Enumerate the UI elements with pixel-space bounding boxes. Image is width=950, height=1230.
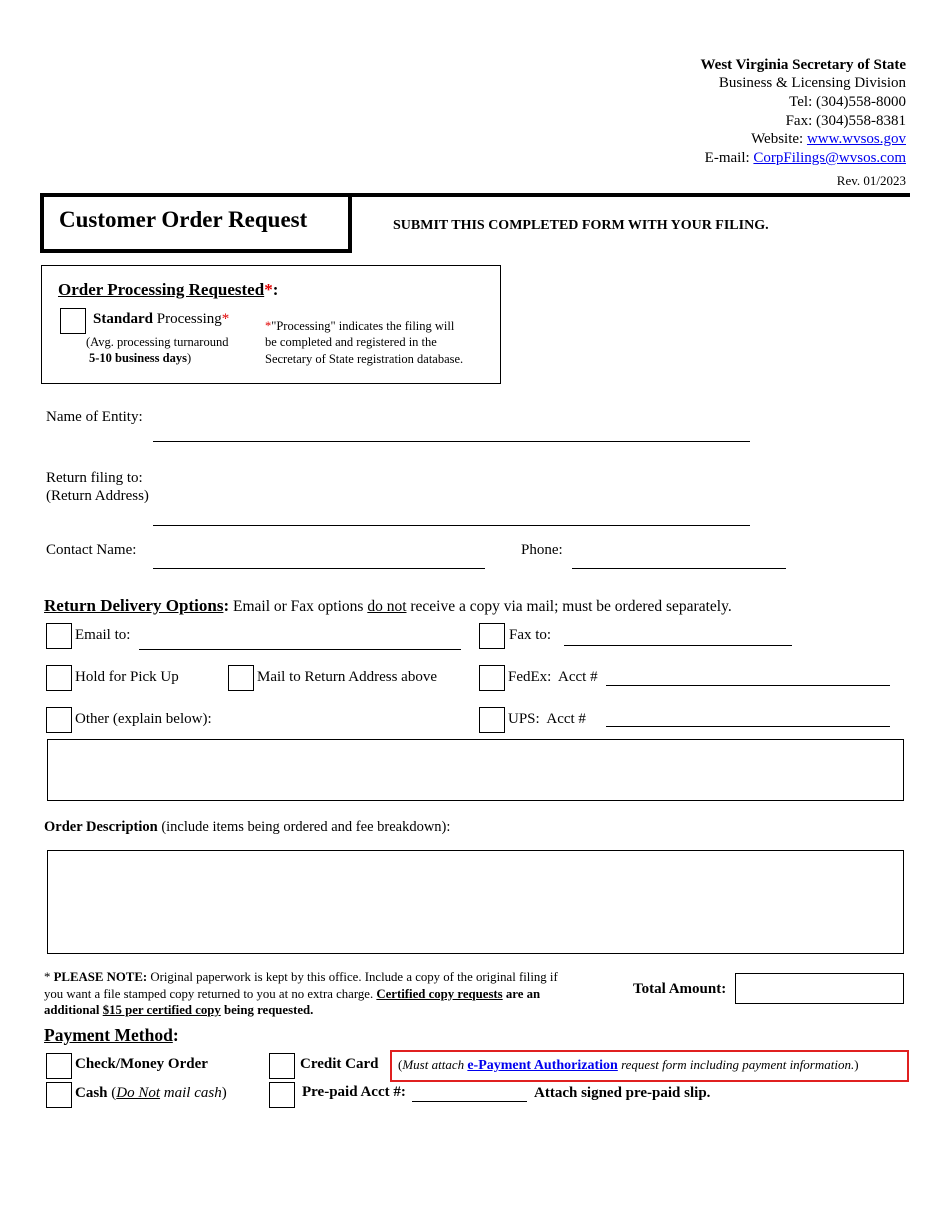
other-explain-box[interactable] — [47, 739, 904, 801]
turnaround-line1: (Avg. processing turnaround — [86, 335, 229, 349]
agency-tel: Tel: (304)558-8000 — [789, 94, 906, 110]
revision: Rev. 01/2023 — [836, 173, 906, 188]
return-to-label: Return filing to: — [46, 470, 143, 486]
fedex-label: FedEx: Acct # — [508, 669, 598, 685]
agency-website-line — [751, 131, 906, 148]
epayment-notice-text — [398, 1057, 859, 1074]
ups-checkbox[interactable] — [479, 707, 505, 733]
note-text1: Original paperwork is kept by this office. Include a copy of the original filing if — [150, 970, 558, 984]
order-description-box[interactable] — [47, 850, 904, 954]
other-label: Other (explain below): — [75, 711, 212, 727]
ups-label: UPS: Acct # — [508, 711, 586, 727]
delivery-colon: : — [223, 596, 230, 615]
cash-do-not: Do Not — [116, 1085, 161, 1101]
mail-return-label: Mail to Return Address above — [257, 669, 437, 685]
agency-division: Business & Licensing Division — [718, 75, 906, 91]
standard-processing-label — [93, 311, 229, 328]
return-address-field[interactable] — [153, 525, 750, 526]
note-additional: additional — [44, 1003, 100, 1017]
fax-to-checkbox[interactable] — [479, 623, 505, 649]
delivery-heading: Return Delivery Options — [44, 596, 224, 615]
processing-note-line3: Secretary of State registration database. — [265, 352, 464, 366]
ups-acct-field[interactable] — [606, 726, 890, 727]
fedex-acct-field[interactable] — [606, 685, 890, 686]
turnaround-close: ) — [186, 351, 192, 365]
processing-note-asterisk: * — [265, 319, 272, 333]
fax-to-field[interactable] — [564, 645, 792, 646]
cash-open: ( — [111, 1085, 117, 1101]
credit-card-checkbox[interactable] — [269, 1053, 295, 1079]
entity-name-field[interactable] — [153, 441, 750, 442]
processing-box — [41, 265, 501, 384]
email-to-label: Email to: — [75, 627, 131, 643]
delivery-note-pre: Email or Fax options — [232, 598, 364, 615]
epayment-notice — [390, 1050, 909, 1082]
prepaid-checkbox[interactable] — [269, 1082, 295, 1108]
processing-note-line2: be completed and registered in the — [265, 335, 437, 349]
cash-checkbox[interactable] — [46, 1082, 72, 1108]
epay-close: ) — [854, 1057, 859, 1072]
note-text2: you want a file stamped copy returned to you at no extra charge. — [44, 986, 374, 1001]
standard-bold: Standard — [93, 311, 154, 327]
standard-asterisk: * — [221, 311, 230, 327]
page-title: Customer Order Request — [59, 207, 308, 232]
agency-fax: Fax: (304)558-8381 — [785, 113, 906, 129]
agency-email-line — [705, 150, 906, 167]
order-description-label — [44, 819, 450, 836]
agency-name: West Virginia Secretary of State — [700, 57, 906, 73]
standard-rest: Processing — [156, 311, 222, 327]
hold-pickup-checkbox[interactable] — [46, 665, 72, 691]
other-checkbox[interactable] — [46, 707, 72, 733]
cash-bold: Cash — [75, 1085, 108, 1101]
delivery-note-u: do not — [367, 598, 407, 615]
order-label-rest: (include items being ordered and fee breakdown): — [161, 819, 451, 835]
standard-processing-checkbox[interactable] — [60, 308, 86, 334]
website-link[interactable]: www.wvsos.gov — [806, 131, 906, 147]
note-line3 — [44, 1002, 634, 1019]
return-address-label: (Return Address) — [46, 488, 149, 504]
note-certified: Certified copy requests — [376, 986, 503, 1001]
cash-rest: mail cash — [163, 1085, 222, 1101]
processing-heading — [58, 280, 278, 300]
phone-label: Phone: — [521, 542, 563, 558]
order-label-bold: Order Description — [44, 819, 158, 835]
epay-rest: request form including payment information. — [621, 1057, 855, 1072]
hold-pickup-label: Hold for Pick Up — [75, 669, 179, 685]
note-are-an: are an — [505, 986, 541, 1001]
fedex-checkbox[interactable] — [479, 665, 505, 691]
processing-heading-text: Order Processing Requested — [58, 280, 265, 299]
epay-must-attach: Must attach — [402, 1057, 465, 1072]
please-note — [44, 969, 634, 1019]
note-line2 — [44, 986, 634, 1003]
contact-name-label: Contact Name: — [46, 542, 137, 558]
website-label: Website: — [751, 131, 804, 147]
email-label: E-mail: — [704, 150, 750, 166]
attach-slip-note: Attach signed pre-paid slip. — [534, 1085, 711, 1101]
note-fee: $15 per certified copy — [102, 1003, 221, 1017]
turnaround-line2 — [89, 351, 191, 366]
note-line1 — [44, 969, 634, 986]
phone-field[interactable] — [572, 568, 786, 569]
check-money-order-checkbox[interactable] — [46, 1053, 72, 1079]
processing-note-line1 — [265, 319, 454, 334]
delivery-note-post: receive a copy via mail; must be ordered separately. — [410, 598, 732, 615]
submit-note: SUBMIT THIS COMPLETED FORM WITH YOUR FILING. — [393, 218, 769, 233]
payment-heading-line — [44, 1025, 179, 1046]
payment-heading: Payment Method — [44, 1025, 173, 1045]
turnaround-days: 5-10 business days — [89, 351, 187, 365]
email-to-checkbox[interactable] — [46, 623, 72, 649]
email-to-field[interactable] — [139, 649, 461, 650]
email-link[interactable]: CorpFilings@wvsos.com — [753, 150, 906, 166]
check-money-order-label: Check/Money Order — [75, 1056, 208, 1072]
cash-close: ) — [221, 1085, 227, 1101]
delivery-heading-line — [44, 596, 732, 616]
processing-colon: : — [272, 280, 279, 299]
total-amount-field[interactable] — [735, 973, 904, 1004]
note-star: * — [44, 970, 54, 984]
prepaid-label: Pre-paid Acct #: — [302, 1084, 406, 1100]
processing-asterisk: * — [264, 280, 273, 299]
title-box — [40, 195, 352, 253]
note-please: PLEASE NOTE: — [53, 970, 148, 984]
total-amount-label: Total Amount: — [633, 981, 727, 997]
mail-return-checkbox[interactable] — [228, 665, 254, 691]
fax-to-label: Fax to: — [509, 627, 552, 643]
credit-card-label: Credit Card — [300, 1056, 379, 1072]
epayment-authorization-link[interactable]: e-Payment Authorization — [467, 1058, 618, 1073]
payment-colon: : — [172, 1025, 179, 1045]
epay-open: ( — [398, 1057, 403, 1072]
entity-name-label: Name of Entity: — [46, 409, 143, 425]
contact-name-field[interactable] — [153, 568, 485, 569]
cash-label — [75, 1085, 227, 1102]
processing-note-text1: "Processing" indicates the filing will — [271, 319, 455, 333]
note-being: being requested. — [224, 1003, 314, 1017]
prepaid-acct-field[interactable] — [412, 1101, 527, 1102]
